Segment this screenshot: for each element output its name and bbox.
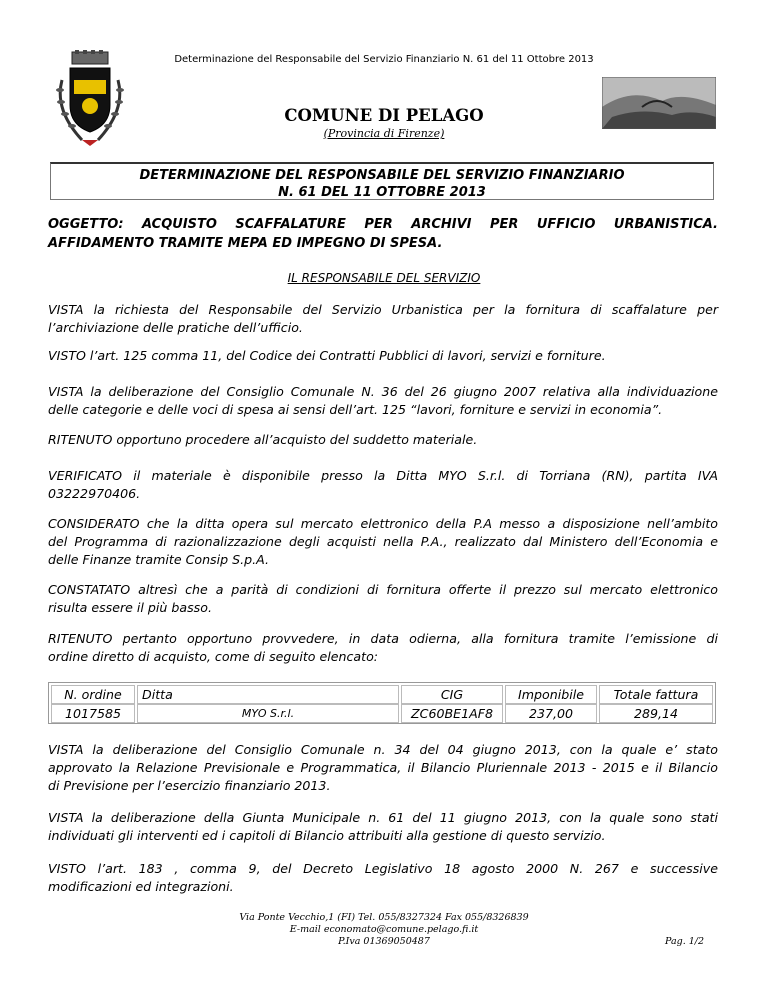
footer-address: Via Ponte Vecchio,1 (FI) Tel. 055/8327324 Fax 055/8326839 [239,912,529,923]
page-number: Pag. 1/2 [665,936,705,947]
paragraph-line: VISTA la richiesta del Responsabile del Servizio Urbanistica per la fornitura di scaffalature per [48,302,718,317]
table-header-imponibile: Imponibile [505,685,597,704]
paragraph-line: modificazioni ed integrazioni. [48,879,234,894]
paragraph-line: VERIFICATO il materiale è disponibile presso la Ditta MYO S.r.l. di Torriana (RN), partita IVA [48,468,718,483]
table-cell-n-ordine: 1017585 [51,704,135,723]
paragraph-line: VISTA la deliberazione del Consiglio Comunale n. 34 del 04 giugno 2013, con la quale e’ stato [48,742,718,757]
paragraph-line: VISTA la deliberazione della Giunta Municipale n. 61 del 11 giugno 2013, con la quale sono stati [48,810,718,825]
paragraph-line: di Previsione per l’esercizio finanziario 2013. [48,778,331,793]
paragraph-vista-giunta [48,809,718,845]
paragraph-vista-richiesta [48,301,718,337]
paragraph-ritenuto-pertanto [48,630,718,666]
table-header-totale-fattura: Totale fattura [599,685,713,704]
paragraph-visto-art125 [48,347,718,365]
table-header-ditta: Ditta [137,685,399,704]
title-line-1: DETERMINAZIONE DEL RESPONSABILE DEL SERVIZIO FINANZIARIO [139,168,625,183]
paragraph-ritenuto-acquisto [48,431,718,449]
table-header-cig: CIG [401,685,503,704]
paragraph-line: ordine diretto di acquisto, come di seguito elencato: [48,649,379,664]
order-table [48,682,716,724]
paragraph-line: 03222970406. [48,486,141,501]
determination-title-box [50,162,714,200]
comune-title: COMUNE DI PELAGO [284,106,484,125]
paragraph-verificato [48,467,718,503]
paragraph-considerato [48,515,718,569]
responsabile-heading: IL RESPONSABILE DEL SERVIZIO [287,271,481,285]
paragraph-vista-deliberazione-34 [48,741,718,795]
paragraph-line: l’archiviazione delle pratiche dell’ufficio. [48,320,303,335]
paragraph-line: VISTO l’art. 125 comma 11, del Codice dei Contratti Pubblici di lavori, servizi e forniture. [48,348,606,363]
paragraph-line: delle Finanze tramite Consip S.p.A. [48,552,269,567]
paragraph-line: CONSTATATO altresì che a parità di condizioni di fornitura offerte il prezzo sul mercato elettronico [48,582,718,597]
paragraph-line: VISTA la deliberazione del Consiglio Comunale N. 36 del 26 giugno 2007 relativa alla individuazione [48,384,718,399]
table-header-n-ordine: N. ordine [51,685,135,704]
table-cell-ditta: MYO S.r.l. [137,704,399,723]
footer-piva: P.Iva 01369050487 [338,936,430,947]
paragraph-line: approvato la Relazione Previsionale e Programmatica, il Bilancio Pluriennale 2013 - 2015 e il Bilancio [48,760,718,775]
paragraph-line: delle categorie e delle voci di spesa ai sensi dell’art. 125 “lavori, forniture e servizi in economia”. [48,402,663,417]
paragraph-visto-art183 [48,860,718,896]
table-cell-imponibile: 237,00 [505,704,597,723]
paragraph-line: risulta essere il più basso. [48,600,212,615]
table-cell-cig: ZC60BE1AF8 [401,704,503,723]
oggetto-line-2: AFFIDAMENTO TRAMITE MEPA ED IMPEGNO DI SPESA. [48,236,443,251]
document-header-line: Determinazione del Responsabile del Servizio Finanziario N. 61 del 11 Ottobre 2013 [174,54,594,65]
paragraph-line: RITENUTO pertanto opportuno provvedere, in data odierna, alla fornitura tramite l’emissione di [48,631,718,646]
title-line-2: N. 61 DEL 11 OTTOBRE 2013 [278,185,486,200]
footer-contacts [0,912,768,948]
paragraph-line: CONSIDERATO che la ditta opera sul mercato elettronico della P.A messo a disposizione nell’ambito [48,516,718,531]
paragraph-line: RITENUTO opportuno procedere all’acquisto del suddetto materiale. [48,432,478,447]
paragraph-vista-deliberazione-36 [48,383,718,419]
footer-email: E-mail economato@comune.pelago.fi.it [289,924,479,935]
provincia-subtitle: (Provincia di Firenze) [323,127,445,140]
paragraph-line: individuati gli interventi ed i capitoli di Bilancio attribuiti alla gestione di questo servizio. [48,828,606,843]
paragraph-line: del Programma di razionalizzazione degli acquisti nella P.A., realizzato dal Ministero dell’Economia e [48,534,718,549]
oggetto-line-1: OGGETTO: ACQUISTO SCAFFALATURE PER ARCHIVI PER UFFICIO URBANISTICA. [48,217,718,232]
table-cell-totale-fattura: 289,14 [599,704,713,723]
oggetto-section [48,215,718,253]
paragraph-constatato [48,581,718,617]
paragraph-line: VISTO l’art. 183 , comma 9, del Decreto Legislativo 18 agosto 2000 N. 267 e successive [48,861,718,876]
